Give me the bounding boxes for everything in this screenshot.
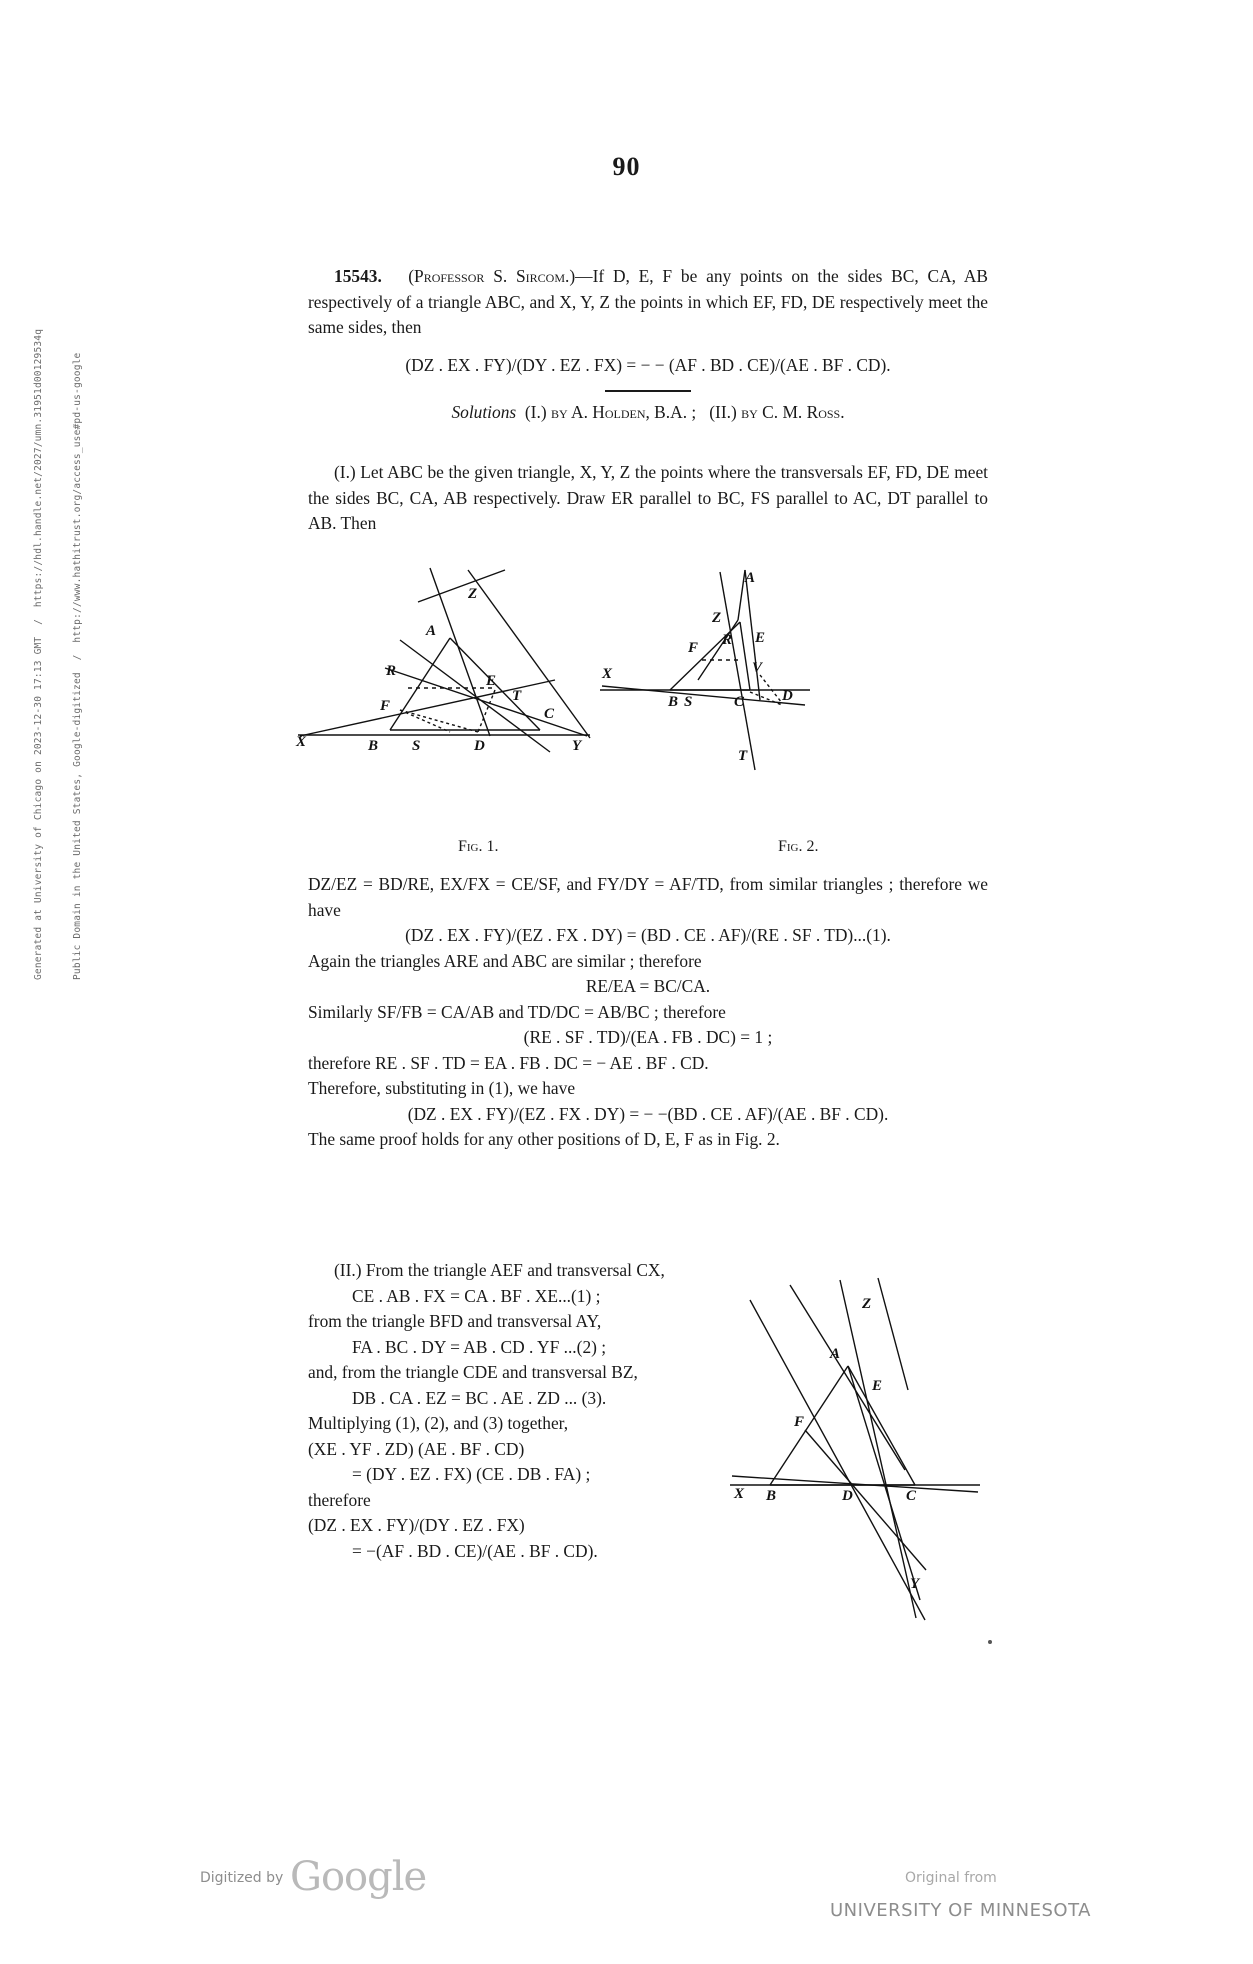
sol2-line-9: = (DY . EZ . FX) (CE . DB . FA) ;	[352, 1464, 591, 1484]
sol2-line-2: CE . AB . FX = CA . BF . XE...(1) ;	[352, 1285, 601, 1306]
figure-1-and-2-svg	[290, 560, 990, 830]
sol2-line-12: = −(AF . BD . CE)/(AE . BF . CD).	[352, 1540, 598, 1561]
sol2-line-1: (II.) From the triangle AEF and transversal CX,	[334, 1260, 665, 1280]
sol2-line-8: (XE . YF . ZD) (AE . BF . CD)	[308, 1438, 525, 1459]
fig3-label-D: D	[842, 1488, 853, 1504]
fig2-label-S: S	[684, 694, 693, 710]
after-line-6: (RE . SF . TD)/(EA . FB . DC) = 1 ;	[523, 1027, 773, 1047]
fig1-label-E: E	[486, 673, 497, 689]
page-number: 90	[612, 152, 641, 181]
fig2-label-X: X	[602, 666, 613, 682]
figure-row	[290, 560, 990, 830]
scan-footer	[0, 1854, 1253, 1950]
intro-paragraph: (I.) Let ABC be the given triangle, X, Y, Z the points where the transversals EF, FD, DE meet the sides BC, CA, AB respectively. Draw ER parallel to BC, FS parallel to AC, DT parallel to AB. Then	[308, 462, 988, 533]
after-line-2: (DZ . EX . FY)/(EZ . FX . DY) = (BD . CE . AF)/(RE . SF . TD)...(1).	[405, 925, 891, 945]
sol2-line-11: (DZ . EX . FY)/(DY . EZ . FX)	[308, 1515, 525, 1535]
fig1-label-F: F	[380, 698, 391, 714]
figure-3	[730, 1270, 1020, 1630]
problem-attribution: (Professor S. Sircom.)	[408, 266, 576, 286]
section-divider	[605, 390, 691, 392]
solution-two-block	[308, 1258, 703, 1564]
problem-text: —If D, E, F be any points on the sides BC, CA, AB respectively of a triangle ABC, and X, Y, Z the points in which EF, FD, DE respectively meet the same sides, then	[308, 266, 989, 337]
scan-margin-line-1: Generated at University of Chicago on 2023-12-30 17:13 GMT / https://hdl.handle.net/2027/umn.31951d00129534q	[33, 328, 44, 980]
figure-1-caption: Fig. 1.	[458, 838, 499, 855]
problem-paragraph	[308, 264, 988, 341]
fig2-label-B: B	[668, 694, 679, 710]
fig2-label-F: F	[688, 640, 699, 656]
original-from-label: Original from	[905, 1870, 997, 1886]
solution-one-block	[308, 872, 988, 1153]
after-line-8: Therefore, substituting in (1), we have	[308, 1078, 576, 1098]
after-line-4: RE/EA = BC/CA.	[585, 976, 711, 996]
fig2-label-E: E	[755, 630, 766, 646]
fig2-label-T: T	[738, 748, 748, 764]
sol2-line-4: FA . BC . DY = AB . CD . YF ...(2) ;	[352, 1336, 607, 1357]
google-logo: Google	[290, 1854, 427, 1900]
figure-captions	[308, 838, 988, 862]
figure-1	[295, 568, 590, 754]
after-line-7: therefore RE . SF . TD = EA . FB . DC = − AE . BF . CD.	[308, 1052, 709, 1073]
fig1-label-Y: Y	[572, 738, 582, 754]
after-line-10: The same proof holds for any other positions of D, E, F as in Fig. 2.	[308, 1129, 780, 1149]
fig1-label-S: S	[412, 738, 421, 754]
fig3-label-B: B	[766, 1488, 777, 1504]
fig1-label-C: C	[544, 706, 555, 722]
problem-block	[308, 264, 988, 404]
fig1-label-X: X	[296, 734, 307, 750]
fig1-label-R: R	[386, 663, 397, 679]
problem-number: 15543.	[334, 266, 382, 286]
figure-2	[600, 570, 810, 770]
digitized-by-label: Digitized by	[200, 1870, 284, 1886]
sol2-line-6: DB . CA . EZ = BC . AE . ZD ... (3).	[352, 1387, 607, 1408]
fig3-label-A: A	[830, 1346, 841, 1362]
sol2-line-7: Multiplying (1), (2), and (3) together,	[308, 1413, 569, 1433]
fig1-label-D: D	[474, 738, 485, 754]
fig1-label-B: B	[368, 738, 379, 754]
fig1-label-T: T	[512, 688, 522, 704]
solutions-byline	[308, 400, 988, 426]
solutions-line	[308, 400, 988, 426]
after-line-9: (DZ . EX . FY)/(EZ . FX . DY) = − −(BD . CE . AF)/(AE . BF . CD).	[407, 1103, 889, 1124]
fig2-label-V: V	[752, 660, 763, 676]
sol2-line-3: from the triangle BFD and transversal AY,	[308, 1311, 602, 1331]
fig1-label-Z: Z	[468, 586, 478, 602]
solution-author-1: (I.) by A. Holden, B.A. ;	[524, 402, 697, 422]
figure-2-caption: Fig. 2.	[778, 838, 819, 855]
fig3-label-Y: Y	[910, 1576, 920, 1592]
solutions-label: Solutions	[451, 402, 517, 422]
after-line-1: DZ/EZ = BD/RE, EX/FX = CE/SF, and FY/DY = AF/TD, from similar triangles ; therefore we have	[308, 874, 988, 920]
sol2-line-5: and, from the triangle CDE and transversal BZ,	[308, 1362, 638, 1382]
sol2-line-10: therefore	[308, 1489, 371, 1510]
fig3-label-X: X	[734, 1486, 745, 1502]
fig2-label-Z: Z	[712, 610, 722, 626]
scan-margin-line-2: Public Domain in the United States, Google-digitized / http://www.hathitrust.org/access_use#pd-us-google	[72, 352, 83, 980]
fig2-label-D: D	[782, 688, 793, 704]
fig2-label-R: R	[722, 632, 733, 648]
institution-label: UNIVERSITY OF MINNESOTA	[830, 1900, 1091, 1921]
problem-formula: (DZ . EX . FY)/(DY . EZ . FX) = − − (AF . BD . CE)/(AE . BF . CD).	[405, 354, 891, 375]
fig2-label-C: C	[734, 694, 745, 710]
after-line-3: Again the triangles ARE and ABC are similar ; therefore	[308, 950, 702, 971]
solution-author-2: (II.) by C. M. Ross.	[709, 402, 845, 422]
fig2-label-A: A	[745, 570, 756, 586]
intro-block	[308, 460, 988, 537]
fig3-label-F: F	[794, 1414, 805, 1430]
fig1-label-A: A	[426, 623, 437, 639]
scan-speck	[988, 1640, 992, 1644]
fig3-label-C: C	[906, 1488, 917, 1504]
fig3-label-Z: Z	[862, 1296, 872, 1312]
figure-3-svg	[730, 1270, 1020, 1630]
after-line-5: Similarly SF/FB = CA/AB and TD/DC = AB/BC ; therefore	[308, 1001, 726, 1022]
fig3-label-E: E	[872, 1378, 883, 1394]
